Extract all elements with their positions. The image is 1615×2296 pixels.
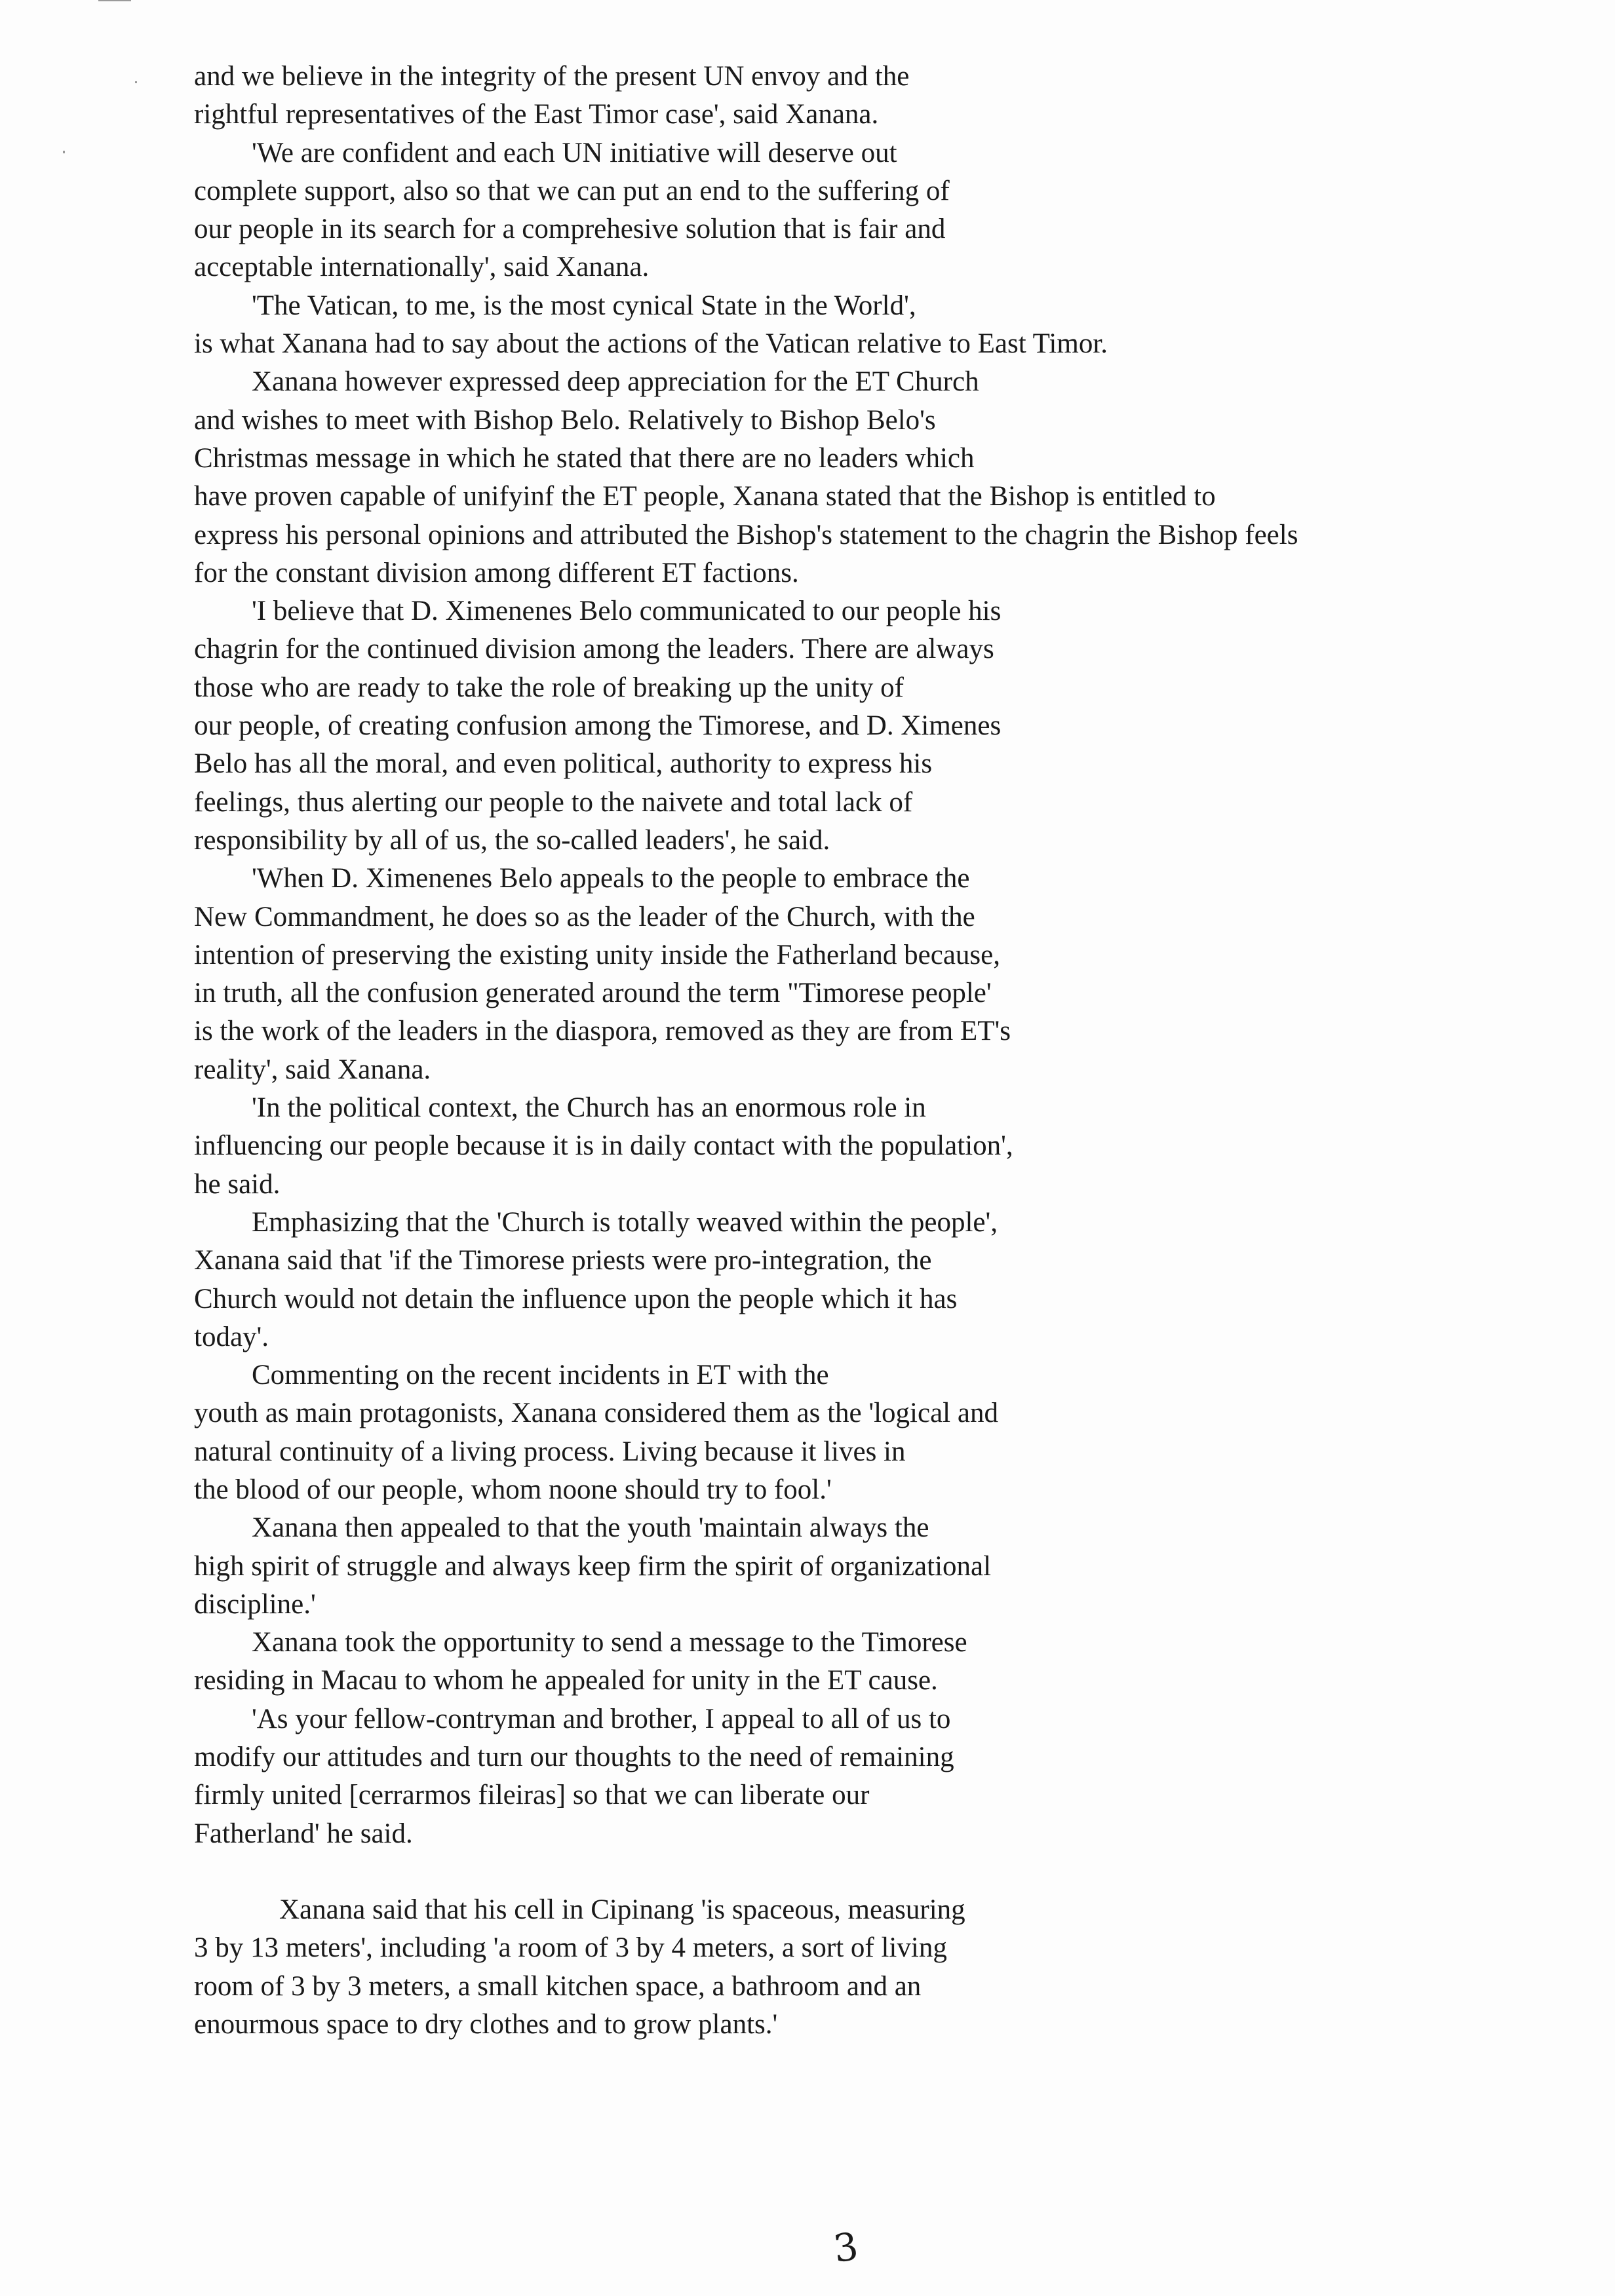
text-line: firmly united [cerrarmos fileiras] so that we can liberate our	[194, 1780, 870, 1811]
text-line: chagrin for the continued division among the leaders. There are always	[194, 634, 994, 665]
text-line: Fatherland' he said.	[194, 1818, 413, 1849]
text-line: 'We are confident and each UN initiative will deserve out	[252, 137, 897, 168]
text-line: complete support, also so that we can put an end to the suffering of	[194, 175, 950, 206]
text-line: Xanana said that his cell in Cipinang 'is spaceous, measuring	[279, 1894, 965, 1925]
text-line: the blood of our people, whom noone should try to fool.'	[194, 1474, 832, 1505]
text-line: Xanana took the opportunity to send a message to the Timorese	[252, 1627, 967, 1658]
text-line: rightful representatives of the East Timor case', said Xanana.	[194, 99, 879, 130]
text-line: youth as main protagonists, Xanana considered them as the 'logical and	[194, 1398, 998, 1429]
scan-mark-top	[98, 0, 131, 1]
scan-mark-left-1	[135, 81, 137, 83]
text-line: 'When D. Ximenenes Belo appeals to the people to embrace the	[252, 863, 970, 894]
text-line: is the work of the leaders in the diaspora, removed as they are from ET's	[194, 1016, 1011, 1047]
text-line: those who are ready to take the role of breaking up the unity of	[194, 672, 904, 703]
text-line: have proven capable of unifyinf the ET people, Xanana stated that the Bishop is entitled to	[194, 481, 1216, 512]
text-line: modify our attitudes and turn our thoughts to the need of remaining	[194, 1742, 954, 1773]
text-line: Xanana however expressed deep appreciation for the ET Church	[252, 366, 979, 398]
text-line: for the constant division among different ET factions.	[194, 557, 799, 588]
text-line: 3 by 13 meters', including 'a room of 3 by 4 meters, a sort of living	[194, 1932, 947, 1964]
text-line: our people, of creating confusion among the Timorese, and D. Ximenes	[194, 710, 1002, 742]
text-line: responsibility by all of us, the so-called leaders', he said.	[194, 824, 830, 856]
text-line: and wishes to meet with Bishop Belo. Relatively to Bishop Belo's	[194, 404, 936, 436]
text-line: Belo has all the moral, and even political, authority to express his	[194, 748, 933, 780]
text-line: influencing our people because it is in daily contact with the population',	[194, 1130, 1013, 1162]
text-line: room of 3 by 3 meters, a small kitchen space, a bathroom and an	[194, 1970, 922, 2002]
page-number: 3	[830, 2223, 861, 2272]
text-line: 'I believe that D. Ximenenes Belo communicated to our people his	[252, 596, 1002, 627]
text-line: 'The Vatican, to me, is the most cynical State in the World',	[252, 290, 916, 321]
text-line: Xanana said that 'if the Timorese priests were pro-integration, the	[194, 1245, 932, 1276]
text-line: in truth, all the confusion generated around the term "Timorese people'	[194, 978, 992, 1009]
text-line: is what Xanana had to say about the actions of the Vatican relative to East Timor.	[194, 328, 1108, 360]
text-line: acceptable internationally', said Xanana.	[194, 252, 650, 283]
text-line: high spirit of struggle and always keep firm the spirit of organizational	[194, 1550, 992, 1582]
text-line: enourmous space to dry clothes and to grow plants.'	[194, 2008, 778, 2040]
text-line: Emphasizing that the 'Church is totally weaved within the people',	[252, 1206, 998, 1238]
paragraph-gap	[194, 1853, 1518, 1891]
text-line: Xanana then appealed to that the youth 'maintain always the	[252, 1512, 929, 1544]
text-line: he said.	[194, 1168, 281, 1200]
text-line: Commenting on the recent incidents in ET with the	[252, 1360, 829, 1391]
text-line: Christmas message in which he stated that there are no leaders which	[194, 442, 975, 474]
text-line: today'.	[194, 1321, 269, 1352]
text-line: 'As your fellow-contryman and brother, I appeal to all of us to	[252, 1703, 951, 1734]
text-line: intention of preserving the existing unity inside the Fatherland because,	[194, 939, 1000, 970]
text-line: 'In the political context, the Church has an enormous role in	[252, 1092, 926, 1124]
scan-mark-left-2	[63, 151, 65, 153]
text-line: residing in Macau to whom he appealed for unity in the ET cause.	[194, 1665, 938, 1696]
text-line: and we believe in the integrity of the present UN envoy and the	[194, 61, 910, 92]
text-line: Church would not detain the influence upon the people which it has	[194, 1283, 958, 1314]
text-line: reality', said Xanana.	[194, 1054, 431, 1085]
text-line: express his personal opinions and attributed the Bishop's statement to the chagrin the Bishop feels	[194, 519, 1298, 550]
text-line: our people in its search for a comprehesive solution that is fair and	[194, 214, 946, 245]
text-line: New Commandment, he does so as the leader of the Church, with the	[194, 901, 975, 932]
text-line: discipline.'	[194, 1588, 316, 1620]
text-line: feelings, thus alerting our people to the naivete and total lack of	[194, 786, 913, 818]
body-text	[194, 58, 1518, 2044]
text-line: natural continuity of a living process. Living because it lives in	[194, 1436, 906, 1467]
